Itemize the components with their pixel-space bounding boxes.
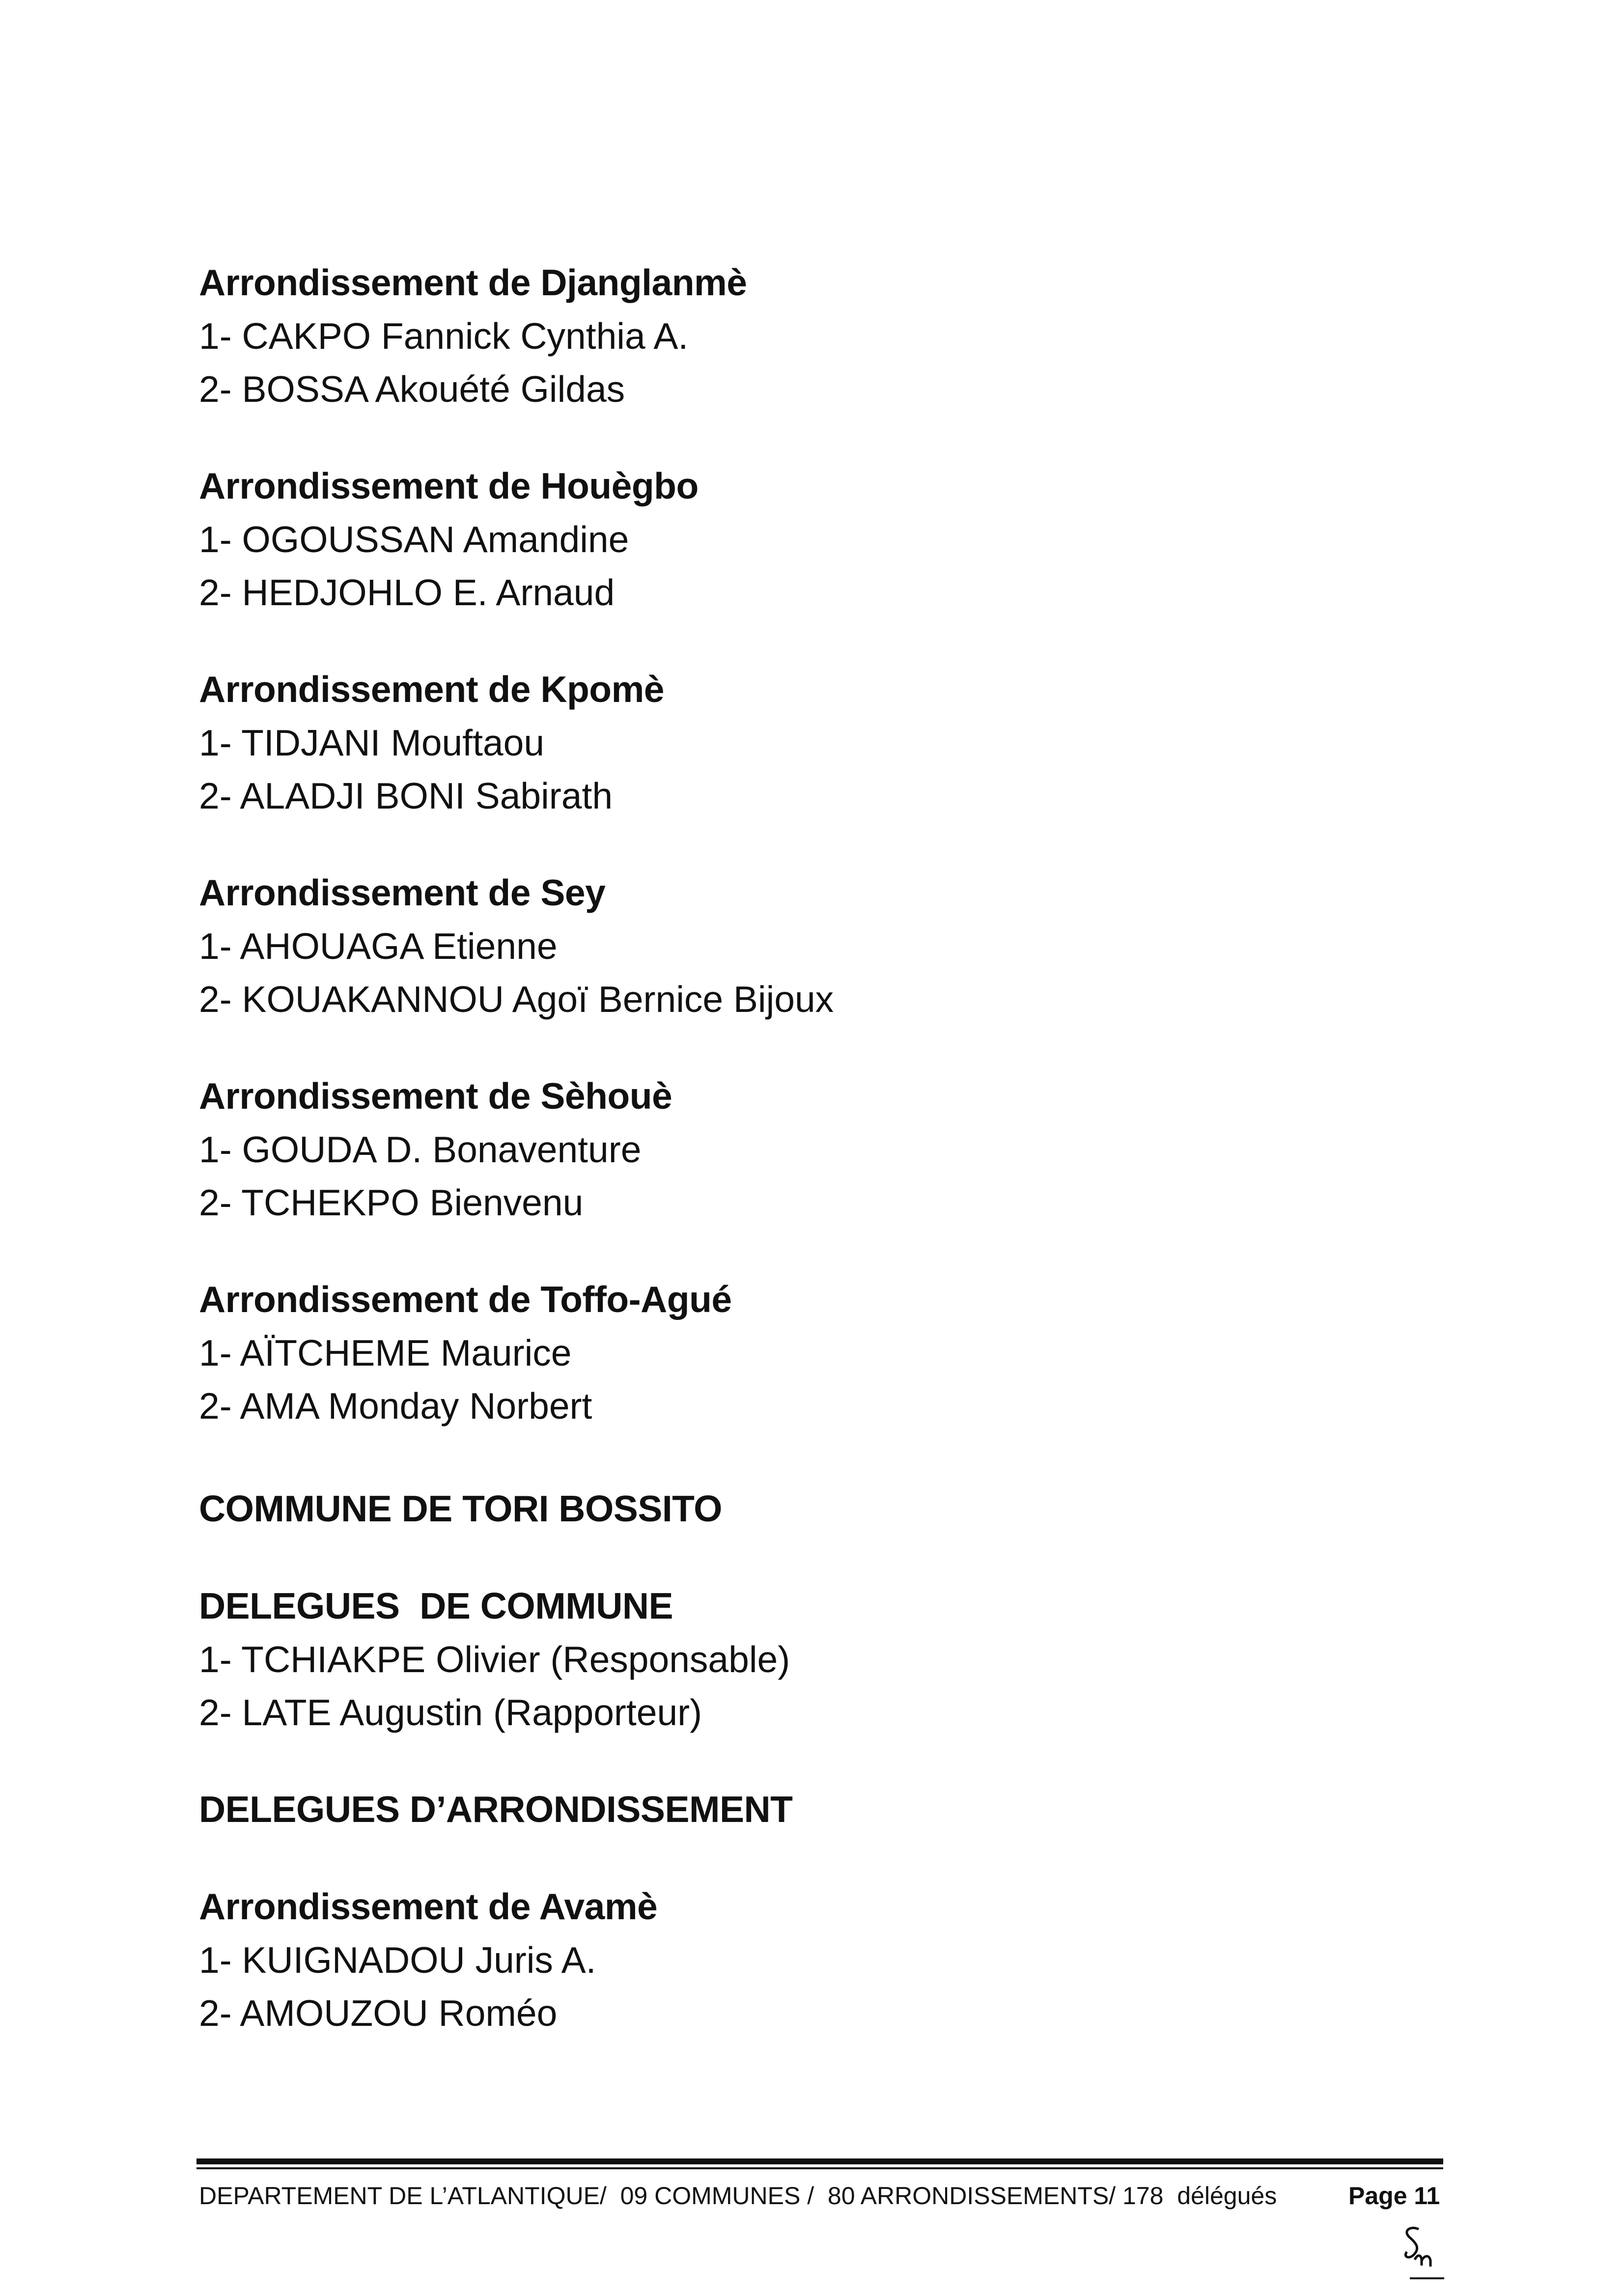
section-title: Arrondissement de Sey: [199, 872, 606, 913]
list-item: 1- KUIGNADOU Juris A.: [199, 1939, 596, 1981]
commune-title: COMMUNE DE TORI BOSSITO: [199, 1488, 722, 1529]
delegues-arrondissement-title: DELEGUES D’ARRONDISSEMENT: [199, 1789, 793, 1830]
list-item: 2- LATE Augustin (Rapporteur): [199, 1692, 702, 1733]
list-item: 2- AMOUZOU Roméo: [199, 1992, 558, 2034]
footer-rule: [196, 2158, 1443, 2164]
section-houegbo: [199, 459, 1427, 619]
section-sey: [199, 866, 1427, 1026]
footer-rule-thin: [196, 2167, 1443, 2169]
list-item: 2- KOUAKANNOU Agoï Bernice Bijoux: [199, 979, 834, 1020]
section-title: Arrondissement de Houègbo: [199, 465, 699, 506]
section-title: DELEGUES DE COMMUNE: [199, 1585, 673, 1626]
document-body: [199, 255, 1427, 2040]
section-avame: [199, 1879, 1427, 2040]
section-sehoue: [199, 1069, 1427, 1229]
section-title: Arrondissement de Toffo-Agué: [199, 1279, 732, 1320]
list-item: 1- OGOUSSAN Amandine: [199, 519, 629, 560]
section-title: Arrondissement de Djanglanmè: [199, 262, 747, 303]
delegues-commune: [199, 1579, 1427, 1739]
list-item: 2- BOSSA Akouété Gildas: [199, 368, 625, 410]
list-item: 1- TIDJANI Mouftaou: [199, 722, 545, 763]
page-number: Page 11: [1348, 2182, 1440, 2210]
list-item: 2- HEDJOHLO E. Arnaud: [199, 572, 615, 613]
list-item: 1- AHOUAGA Etienne: [199, 925, 558, 967]
list-item: 2- ALADJI BONI Sabirath: [199, 775, 613, 816]
signature-mark: [1390, 2220, 1449, 2284]
section-title: Arrondissement de Kpomè: [199, 669, 665, 710]
list-item: 1- TCHIAKPE Olivier (Responsable): [199, 1639, 790, 1680]
footer-text: DEPARTEMENT DE L’ATLANTIQUE/ 09 COMMUNES / 80 ARRONDISSEMENTS/ 178 délégués: [199, 2182, 1277, 2210]
section-toffo-ague: [199, 1272, 1427, 1432]
list-item: 1- GOUDA D. Bonaventure: [199, 1129, 642, 1170]
section-djanglanme: [199, 255, 1427, 416]
list-item: 2- TCHEKPO Bienvenu: [199, 1182, 584, 1223]
section-kpome: [199, 662, 1427, 822]
section-title: Arrondissement de Sèhouè: [199, 1075, 672, 1117]
list-item: 1- AÏTCHEME Maurice: [199, 1332, 572, 1373]
list-item: 2- AMA Monday Norbert: [199, 1385, 592, 1427]
section-title: Arrondissement de Avamè: [199, 1886, 658, 1927]
list-item: 1- CAKPO Fannick Cynthia A.: [199, 315, 689, 357]
